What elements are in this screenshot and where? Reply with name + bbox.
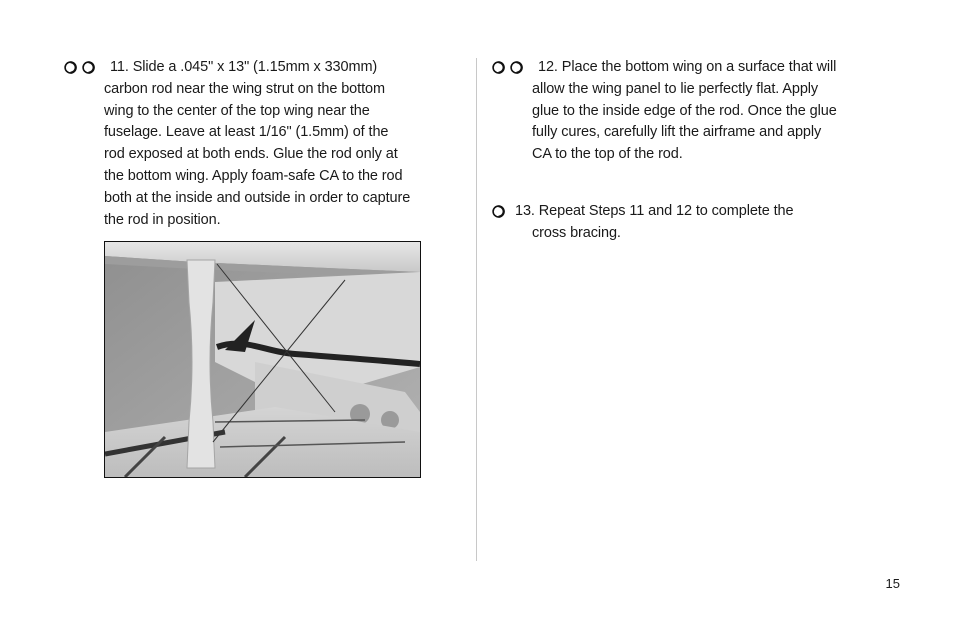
step-12: [492, 57, 872, 166]
checkbox-circle-icon[interactable]: [64, 61, 77, 74]
step-12-line: allow the wing panel to lie perfectly flat. Apply: [532, 80, 819, 97]
step-13-checkboxes: [492, 201, 505, 218]
step-13-heading-line: 13. Repeat Steps 11 and 12 to complete the: [515, 203, 794, 219]
step-12-line: glue to the inside edge of the rod. Once the glue: [532, 102, 837, 119]
step-11-line: carbon rod near the wing strut on the bottom: [104, 80, 385, 97]
step-11-line: the bottom wing. Apply foam-safe CA to the rod: [104, 167, 403, 184]
step-11-line: wing to the center of the top wing near the: [104, 102, 370, 119]
page-number: 15: [885, 576, 900, 591]
step-13-line: cross bracing.: [532, 224, 621, 241]
step-11-checkboxes: [64, 57, 95, 74]
step-11-line: the rod in position.: [104, 211, 221, 228]
step-11: [64, 57, 444, 231]
step-11-line: both at the inside and outside in order to capture: [104, 189, 411, 206]
step-13: [492, 201, 872, 245]
wing-strut-photo-drawing: [105, 242, 420, 477]
wing-strut-photo: [104, 241, 421, 478]
step-11-line: rod exposed at both ends. Glue the rod only at: [104, 146, 398, 163]
checkbox-circle-icon[interactable]: [82, 61, 95, 74]
step-12-checkboxes: [492, 57, 523, 74]
checkbox-circle-icon[interactable]: [510, 61, 523, 74]
step-12-heading-line: 12. Place the bottom wing on a surface that will: [538, 59, 837, 75]
step-11-heading-line: 11. Slide a .045" x 13" (1.15mm x 330mm): [110, 59, 378, 75]
step-11-line: fuselage. Leave at least 1/16" (1.5mm) of the: [104, 124, 389, 141]
checkbox-circle-icon[interactable]: [492, 205, 505, 218]
column-divider: [476, 58, 477, 561]
step-12-line: fully cures, carefully lift the airframe and apply: [532, 124, 822, 141]
checkbox-circle-icon[interactable]: [492, 61, 505, 74]
step-12-line: CA to the top of the rod.: [532, 146, 683, 163]
